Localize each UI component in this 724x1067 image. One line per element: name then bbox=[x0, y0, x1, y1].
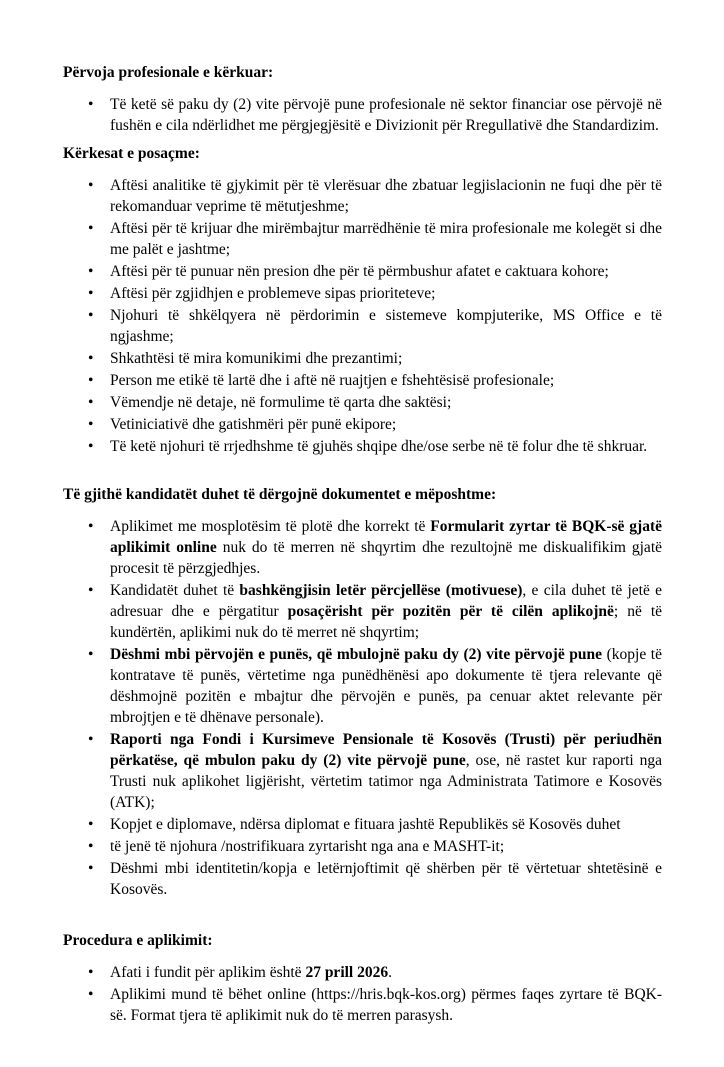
text-run: ; në të kundërtën, aplikimi nuk do të merret në shqyrtim; bbox=[110, 603, 663, 641]
list-item bbox=[88, 644, 662, 728]
text-run-bold: 27 prill 2026 bbox=[305, 964, 389, 981]
text-run: nuk do të merren në shqyrtim dhe rezultojnë me diskualifikim gjatë procesit të përzgjedhjes. bbox=[110, 539, 662, 577]
list-item bbox=[88, 858, 662, 900]
text-run: Vëmendje në detaje, në formulime të qarta dhe saktësi; bbox=[110, 394, 452, 411]
text-run: Aplikimet me mosplotësim të plotë dhe korrekt të bbox=[110, 518, 431, 535]
section bbox=[63, 62, 662, 136]
text-run: Kopjet e diplomave, ndërsa diplomat e fituara jashtë Republikës së Kosovës duhet bbox=[110, 816, 621, 833]
list-item bbox=[88, 261, 662, 282]
section-heading: Kërkesat e posaçme: bbox=[63, 145, 200, 162]
list-item bbox=[88, 814, 662, 835]
text-run-bold: bashkëngjisin letër përcjellëse (motivuese) bbox=[239, 582, 523, 599]
text-run: Njohuri të shkëlqyera në përdorimin e sistemeve kompjuterike, MS Office e të ngjashme; bbox=[110, 307, 662, 345]
section bbox=[63, 930, 662, 1026]
list-item bbox=[88, 283, 662, 304]
list-item bbox=[88, 414, 662, 435]
text-run: Aftësi për të punuar nën presion dhe për të përmbushur afatet e caktuara kohore; bbox=[110, 263, 609, 280]
text-run: . bbox=[388, 964, 392, 981]
text-run: , ose, në rastet kur raporti nga Trusti nuk aplikohet ligjërisht, vërtetim tatimor nga Administrata Tatimore e Kosovës (ATK); bbox=[110, 752, 662, 811]
section bbox=[63, 143, 662, 457]
text-run: Shkathtësi të mira komunikimi dhe prezantimi; bbox=[110, 350, 403, 367]
text-run: Aftësi për të krijuar dhe mirëmbajtur marrëdhënie të mira profesionale me kolegët si dhe me palët e jashtme; bbox=[110, 220, 662, 258]
list-item bbox=[88, 962, 662, 983]
text-run-bold: posaçërisht për pozitën për të cilën aplikojnë bbox=[287, 603, 614, 620]
list-item bbox=[88, 436, 662, 457]
text-run: Aftësi për zgjidhjen e problemeve sipas prioriteteve; bbox=[110, 285, 436, 302]
list-item bbox=[88, 580, 662, 643]
bullet-list bbox=[63, 516, 662, 900]
text-run: Afati i fundit për aplikim është bbox=[110, 964, 306, 981]
list-item bbox=[88, 729, 662, 813]
text-run: Të ketë njohuri të rrjedhshme të gjuhës shqipe dhe/ose serbe në të folur dhe të shkruar. bbox=[110, 438, 648, 455]
text-run: (kopje të kontratave të punës, vërtetime nga punëdhënësi apo dokumente të tjera relevante që dëshmojnë pozitën e mbajtur dhe përvojën e punës, pa cenuar aktet relevante për mbrojtjen e të dhënave personale). bbox=[110, 646, 662, 726]
list-item bbox=[88, 516, 662, 579]
text-run: Person me etikë të lartë dhe i aftë në ruajtjen e fshehtësisë profesionale; bbox=[110, 372, 555, 389]
bullet-list bbox=[63, 94, 662, 136]
list-item bbox=[88, 370, 662, 391]
section-heading: Të gjithë kandidatët duhet të dërgojnë dokumentet e mëposhtme: bbox=[63, 486, 497, 503]
bullet-list bbox=[63, 962, 662, 1026]
section-heading: Përvoja profesionale e kërkuar: bbox=[63, 64, 274, 81]
list-item bbox=[88, 94, 662, 136]
text-run: të jenë të njohura /nostrifikuara zyrtarisht nga ana e MASHT-it; bbox=[110, 838, 505, 855]
document-content bbox=[63, 62, 662, 1026]
list-item bbox=[88, 305, 662, 347]
text-run-bold: Formularit zyrtar të BQK-së gjatë aplikimit online bbox=[110, 518, 662, 556]
text-run: Vetiniciativë dhe gatishmëri për punë ekipore; bbox=[110, 416, 397, 433]
section-heading: Procedura e aplikimit: bbox=[63, 932, 213, 949]
text-run: Kandidatët duhet të bbox=[110, 582, 240, 599]
text-run-bold: Raporti nga Fondi i Kursimeve Pensionale të Kosovës (Trusti) për periudhën përkatëse, që mbulon paku dy (2) vite përvojë pune bbox=[110, 731, 662, 769]
text-run: Të ketë së paku dy (2) vite përvojë pune profesionale në sektor financiar ose përvojë në fushën e cila ndërlidhet me përgjegjësitë e Divizionit për Rregullativë dhe Standardizim. bbox=[110, 96, 662, 134]
list-item bbox=[88, 984, 662, 1026]
list-item bbox=[88, 218, 662, 260]
text-run: , e cila duhet të jetë e adresuar dhe e përgatitur bbox=[110, 582, 662, 620]
bullet-list bbox=[63, 175, 662, 457]
list-item bbox=[88, 175, 662, 217]
text-run: Aplikimi mund të bëhet online (https://hris.bqk-kos.org) përmes faqes zyrtare të BQK-së. Format tjera të aplikimit nuk do të merren parasysh. bbox=[110, 986, 662, 1024]
list-item bbox=[88, 392, 662, 413]
section bbox=[63, 484, 662, 900]
list-item bbox=[88, 836, 662, 857]
text-run: Aftësi analitike të gjykimit për të vlerësuar dhe zbatuar legjislacionin ne fuqi dhe për të rekomanduar veprime të mëtutjeshme; bbox=[110, 177, 662, 215]
list-item bbox=[88, 348, 662, 369]
text-run: Dëshmi mbi identitetin/kopja e letërnjoftimit që shërben për të vërtetuar shtetësinë e Kosovës. bbox=[110, 860, 662, 898]
text-run-bold: Dëshmi mbi përvojën e punës, që mbulojnë paku dy (2) vite përvojë pune bbox=[110, 646, 603, 663]
